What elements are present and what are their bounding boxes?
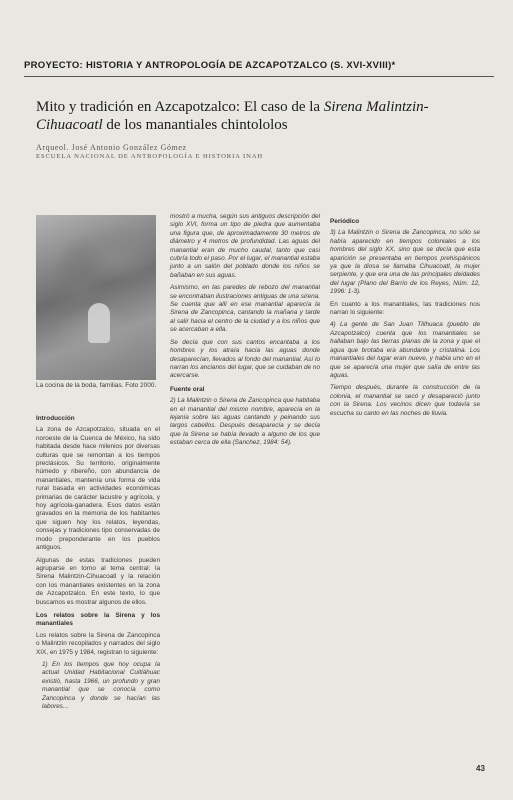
title-italic: Sirena Malintzin-Cihuacoatl (36, 99, 429, 133)
section-heading-intro: Introducción (36, 415, 75, 422)
section-heading-relatos: Los relatos sobre la Sirena y los manantiales (36, 611, 160, 628)
title-part-2: de los manantiales chintololos (102, 117, 288, 133)
paragraph: Asimismo, en las paredes de rebozo del manantial se encontraban ilustraciones antiguas de una sirena. Se cuenta que allí en ese manantial aparecía la Sirena de Zancopinca, cantando la mañana y tarde al salir hacia el centro de la ciudad y a los niños que se acercaban a ella. (170, 284, 320, 334)
paragraph: 2) La Malintzin o Sirena de Zancopinca que habitaba en el manantial del mismo nombre, aparecía en la lejanía sobre las aguas cantando y peinando sus largos cabellos. Después desaparecía y se decía que la Sirena se había llevado a alguno de los que estaban cerca de ella (Sanchez, 1984: 54). (170, 397, 320, 447)
photo-caption: La cocina de la boda, familias. Foto 2000. (36, 382, 157, 389)
paragraph: 3) La Malintzin o Sirena de Zancopinca, no sólo se había aparecido en tiempos coloniales a los hombres del siglo XX, sino que se decía que esta aparición se presentaba en tiempos prehispánicos ya que la diosa se llamaba Cihuacoatl, la mujer serpiente, y que era una de las principales deidades del lugar (Plano del Barrio de los Reyes, Núm. 12, 1996: 1-3). (330, 229, 480, 296)
column-1 (36, 410, 160, 715)
article-title (36, 98, 491, 134)
article-photo (36, 215, 156, 380)
header-rule (24, 76, 494, 77)
author-name: Arqueol. José Antonio González Gómez (36, 143, 187, 152)
photo-figure (88, 303, 110, 343)
paragraph: 4) La gente de San Juan Tlilhuaca (pueblo de Azcapotzalco) cuenta que los manantiales se hallaban bajo las tierras planas de la zona y que el agua que brotaba era abundante y cristalina. Los manantiales del lugar eran nueve, y había uno en el que se aparecía una mujer que salía de entre las aguas. (330, 321, 480, 379)
section-heading-fuente-oral: Fuente oral (170, 385, 205, 393)
section-heading-periodico: Periódico (330, 218, 360, 225)
paragraph: En cuanto a los manantiales, las tradiciones nos narran lo siguiente: (330, 300, 480, 317)
quote-paragraph: 1) En los tiempos que hoy ocupa la actual Unidad Habitacional Cuitláhuac existió, hasta 1966, un profundo y gran manantial que se conocía como Zancopinca y donde se hacían las labores... (42, 660, 160, 710)
paragraph: Los relatos sobre la Sirena de Zancopinca o Malintzin recopilados y narrados del siglo XIX, en 1975 y 1984, registran lo siguiente: (36, 631, 160, 656)
column-2 (170, 213, 320, 452)
author-affiliation: ESCUELA NACIONAL DE ANTROPOLOGÍA E HISTORIA INAH (36, 153, 264, 160)
paragraph: Se decía que con sus cantos encantaba a los hombres y los atraía hacia las aguas donde desaparecían, llevados al fondo del manantial. Así lo narran los ancianos del lugar, que se cuidaban de no acercarse. (170, 338, 320, 380)
column-3 (330, 213, 480, 422)
paragraph: Tiempo después, durante la construcción de la colonia, el manantial se secó y desapareció junto con la Sirena. Los vecinos dicen que todavía se escucha su canto en las noches de lluvia. (330, 384, 480, 417)
page-number: 43 (476, 764, 485, 773)
project-header: PROYECTO: HISTORIA Y ANTROPOLOGÍA DE AZCAPOTZALCO (S. XVI-XVIII)* (24, 60, 396, 71)
title-part-1: Mito y tradición en Azcapotzalco: El caso de la (36, 99, 324, 115)
paragraph: La zona de Azcapotzalco, situada en el noroeste de la Cuenca de México, ha sido habitada desde hace milenios por diversas culturas que se remontan a los tiempos preclásicos. Su territorio, originalmente húmedo y ribereño, con abundancia de manantiales, mantenía una forma de vida rural basada en actividades económicas primarias de carácter lacustre y agrícola, y hoy agrícola-ganadera. Esos datos están gravados en la memoria de los habitantes que siguen hoy los relatos, leyendas, consejas y tradiciones tipo conservadas de modo preponderante en los pueblos antiguos. (36, 426, 160, 552)
paragraph: Algunas de estas tradiciones pueden agruparse en torno al tema central: la Sirena Malintzin-Cihuacoatl y la relación con los manantiales existentes en la zona de Azcapotzalco. En este texto, lo que buscamos es mostrar algunos de ellos. (36, 556, 160, 606)
paragraph: mostró a mucha, según sus antiguos descripción del siglo XVI, forma un tipo de piedra que aumentaba una figura que, de aproximadamente 30 metros de diámetro y 4 metros de profundidad. Las aguas del manantial eran de mucho caudal, tanto que casi cubría todo el paso. Por el lugar, el manantial estaba junto a un salón del poblado donde los niños se bañaban en sus aguas. (170, 213, 320, 279)
